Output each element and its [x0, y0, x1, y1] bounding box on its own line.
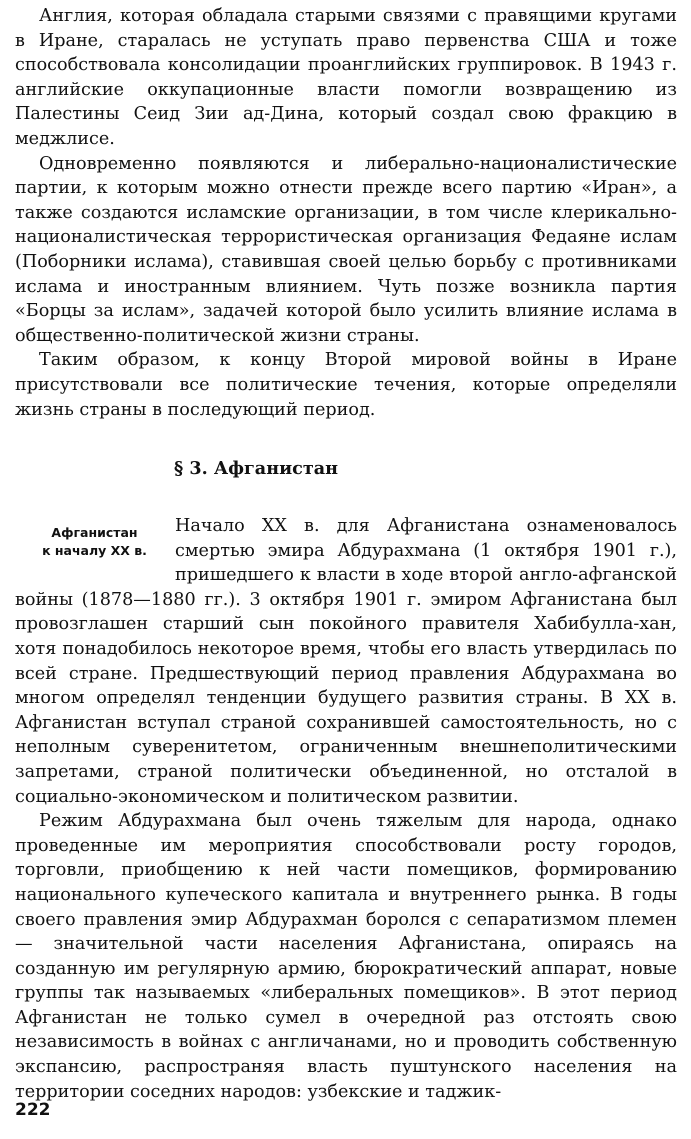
margin-note-line-1: Афганистан	[51, 525, 138, 540]
margin-note-spacer	[15, 514, 175, 587]
paragraph-england: Англия, которая обладала старыми связями с правящими кругами в Иране, старалась не уступать право первенства США и тоже способствовала консолидации проанглийских группировок. В 1943 г. английские оккупационные власти помогли возвращению из Палестины Сеид Зии ад-Дина, который создал свою фракцию в меджлисе.	[15, 6, 677, 149]
paragraph-conclusion: Таким образом, к концу Второй мировой войны в Иране присутствовали все политические течения, которые определяли жизнь страны в последующий период.	[15, 350, 677, 420]
section-heading: § 3. Афганистан	[174, 458, 339, 479]
text-block-main	[15, 514, 677, 1104]
paragraph-abdurahman-regime: Режим Абдурахмана был очень тяжелым для народа, однако проведенные им мероприятия способствовали росту городов, торговли, приобщению к ней части помещиков, формированию национального купеческого капитала и внутреннего рынка. В годы своего правления эмир Абдурахман боролся с сепаратизмом племен — значительной части населения Афганистана, опираясь на созданную им регулярную армию, бюрократический аппарат, новые группы так называемых «либеральных помещиков». В этот период Афганистан не только сумел в очередной раз отстоять свою независимость в войнах с англичанами, но и проводить собственную экспансию, распространяя власть пуштунского населения на территории соседних народов: узбекские и таджик-	[15, 811, 677, 1102]
margin-note-line-2: к началу XX в.	[42, 543, 147, 558]
paragraph-parties: Одновременно появляются и либерально-националистические партии, к которым можно отнести прежде всего партию «Иран», а также создаются исламские организации, в том числе клерикально-националистическая террористическая организация Федаяне ислам (Поборники ислама), ставившая своей целью борьбу с противниками ислама и иностранным влиянием. Чуть позже возникла партия «Борцы за ислам», задачей которой было усилить влияние ислама в общественно-политической жизни страны.	[15, 153, 677, 346]
page-number: 222	[15, 1100, 51, 1120]
paragraph-afghanistan-start: Начало XX в. для Афганистана ознаменовалось смертью эмира Абдурахмана (1 октября 1901 г.), пришедшего к власти в ходе второй англо-афганской войны (1878—1880 гг.). 3 октября 1901 г. эмиром Афганистана был провозглашен старший сын покойного правителя Хабибулла-хан, хотя понадобилось некоторое время, чтобы его власть утвердилась по всей стране. Предшествующий период правления Абдурахмана во многом определял тенденции будущего развития страны. В XX в. Афганистан вступал страной сохранившей самостоятельность, но с неполным суверенитетом, ограниченным внешнеполитическими запретами, страной политически объединенной, но отсталой в социально-экономическом и политическом развитии.	[15, 516, 677, 807]
text-block-top	[15, 4, 677, 422]
